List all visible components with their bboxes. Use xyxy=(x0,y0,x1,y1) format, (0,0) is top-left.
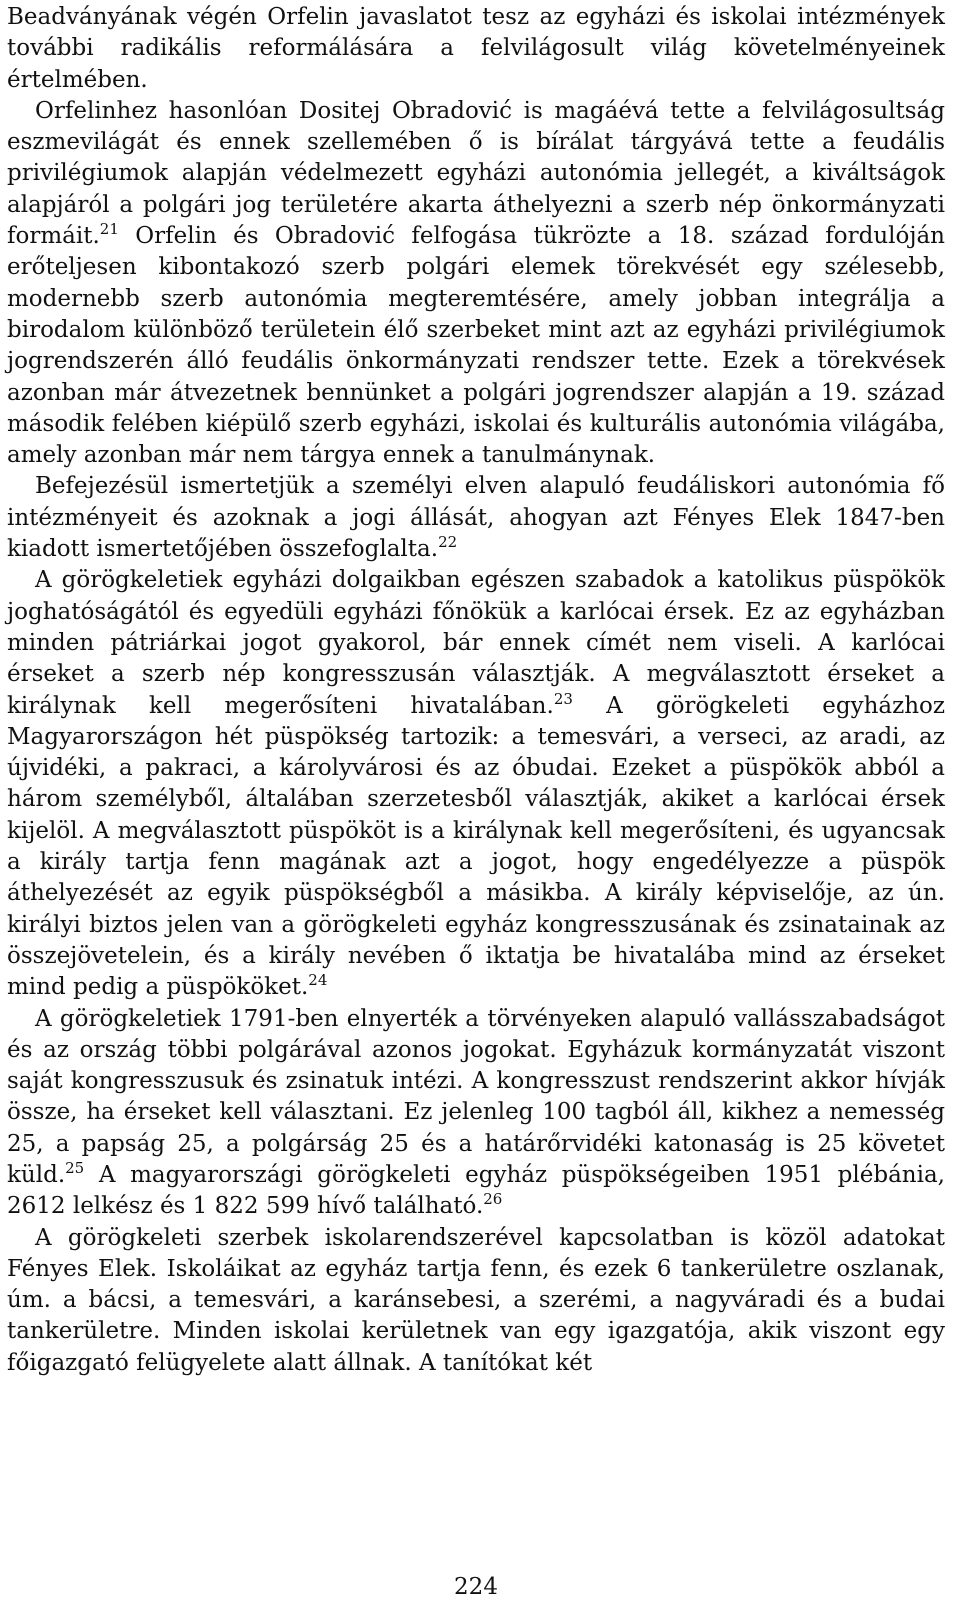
footnote-ref: 22 xyxy=(438,533,458,552)
document-page xyxy=(7,0,945,1621)
footnote-ref: 24 xyxy=(308,971,328,990)
paragraph xyxy=(7,565,945,1003)
paragraph xyxy=(7,2,945,96)
text-run: A magyarországi görögkeleti egyház püspökségeiben 1951 plébánia, 2612 lelkész és 1 822 599 hívő található. xyxy=(7,1161,945,1220)
paragraph xyxy=(7,1004,945,1223)
text-run: A görögkeleti egyházhoz Magyarországon hét püspökség tartozik: a temesvári, a verseci, az aradi, az újvidéki, a pakraci, a károlyvárosi és az óbudai. Ezeket a püspökök abból a három személyből, általában szerzetesből választják, akiket a karlócai érsek kijelöl. A megválasztott püspököt is a királynak kell megerősíteni, és ugyancsak a király tartja fenn magának azt a jogot, hogy engedélyezze a püspök áthelyezését az egyik püspökségből a másikba. A király képviselője, az ún. királyi biztos jelen van a görögkeleti egyház kongresszusának és zsinatainak az összejövetelein, és a király nevében ő iktatja be hivatalába mind az érseket mind pedig a püspököket. xyxy=(7,692,946,1001)
footnote-ref: 25 xyxy=(65,1158,85,1177)
text-run: Orfelin és Obradović felfogása tükrözte a 18. század fordulóján erőteljesen kibontakozó szerb polgári elemek törekvését egy szélesebb, modernebb szerb autonómia megteremtésére, amely jobban integrálja a birodalom különböző területein élő szerbeket mint azt az egyházi privilégiumok jogrendszerén álló feudális önkormányzati rendszer tette. Ezek a törekvések azonban már átvezetnek bennünket a polgári jogrendszer alapján a 19. század második felében kiépülő szerb egyházi, iskolai és kulturális autonómia világába, amely azonban már nem tárgya ennek a tanulmánynak. xyxy=(7,223,945,469)
page-number: 224 xyxy=(454,1574,498,1600)
text-run: A görögkeletiek egyházi dolgaikban egészen szabadok a katolikus püspökök joghatóságától és egyedüli egyházi főnökük a karlócai érsek. Ez az egyházban minden pátriárkai jogot gyakorol, bár ennek címét nem viseli. A karlócai érseket a szerb nép kongresszusán választják. A megválasztott érseket a királynak kell megerősíteni hivatalában. xyxy=(7,567,945,719)
footnote-ref: 23 xyxy=(553,689,573,708)
text-run: A görögkeleti szerbek iskolarendszerével kapcsolatban is közöl adatokat Fényes Elek. Iskoláikat az egyház tartja fenn, és ezek 6 tankerületre oszlanak, úm. a bácsi, a temesvári, a karánsebesi, a szerémi, a nagyváradi és a budai tankerületre. Minden iskolai kerületnek van egy igazgatója, akik viszont egy főigazgató felügyelete alatt állnak. A tanítókat két xyxy=(7,1224,945,1376)
text-run: A görögkeletiek 1791-ben elnyerték a törvényeken alapuló vallásszabadságot és az ország többi polgárával azonos jogokat. Egyházuk kormányzatát viszont saját kongresszusuk és zsinatuk intézi. A kongresszust rendszerint akkor hívják össze, ha érseket kell választani. Ez jelenleg 100 tagból áll, kikhez a nemesség 25, a papság 25, a polgárság 25 és a határőrvidéki katonaság is 25 követet küld. xyxy=(7,1005,945,1188)
footnote-ref: 26 xyxy=(483,1190,503,1209)
body-text xyxy=(7,0,945,1379)
paragraph xyxy=(7,1223,945,1379)
footnote-ref: 21 xyxy=(99,220,119,239)
paragraph xyxy=(7,471,945,565)
text-run: Orfelinhez hasonlóan Dositej Obradović is magáévá tette a felvilágosultság eszmevilágát és ennek szellemében ő is bírálat tárgyává tette a feudális privilégiumok alapján védelmezett egyházi autonómia jellegét, a kiváltságok alapjáról a polgári jog területére akarta áthelyezni a szerb nép önkormányzati formáit. xyxy=(7,97,945,250)
text-run: Befejezésül ismertetjük a személyi elven alapuló feudáliskori autonómia fő intézményeit és azoknak a jogi állását, ahogyan azt Fényes Elek 1847-ben kiadott ismertetőjében összefoglalta. xyxy=(7,473,945,563)
paragraph xyxy=(7,96,945,472)
text-run: Beadványának végén Orfelin javaslatot tesz az egyházi és iskolai intézmények további radikális reformálására a felvilágosult világ követelményeinek értelmében. xyxy=(7,4,945,93)
